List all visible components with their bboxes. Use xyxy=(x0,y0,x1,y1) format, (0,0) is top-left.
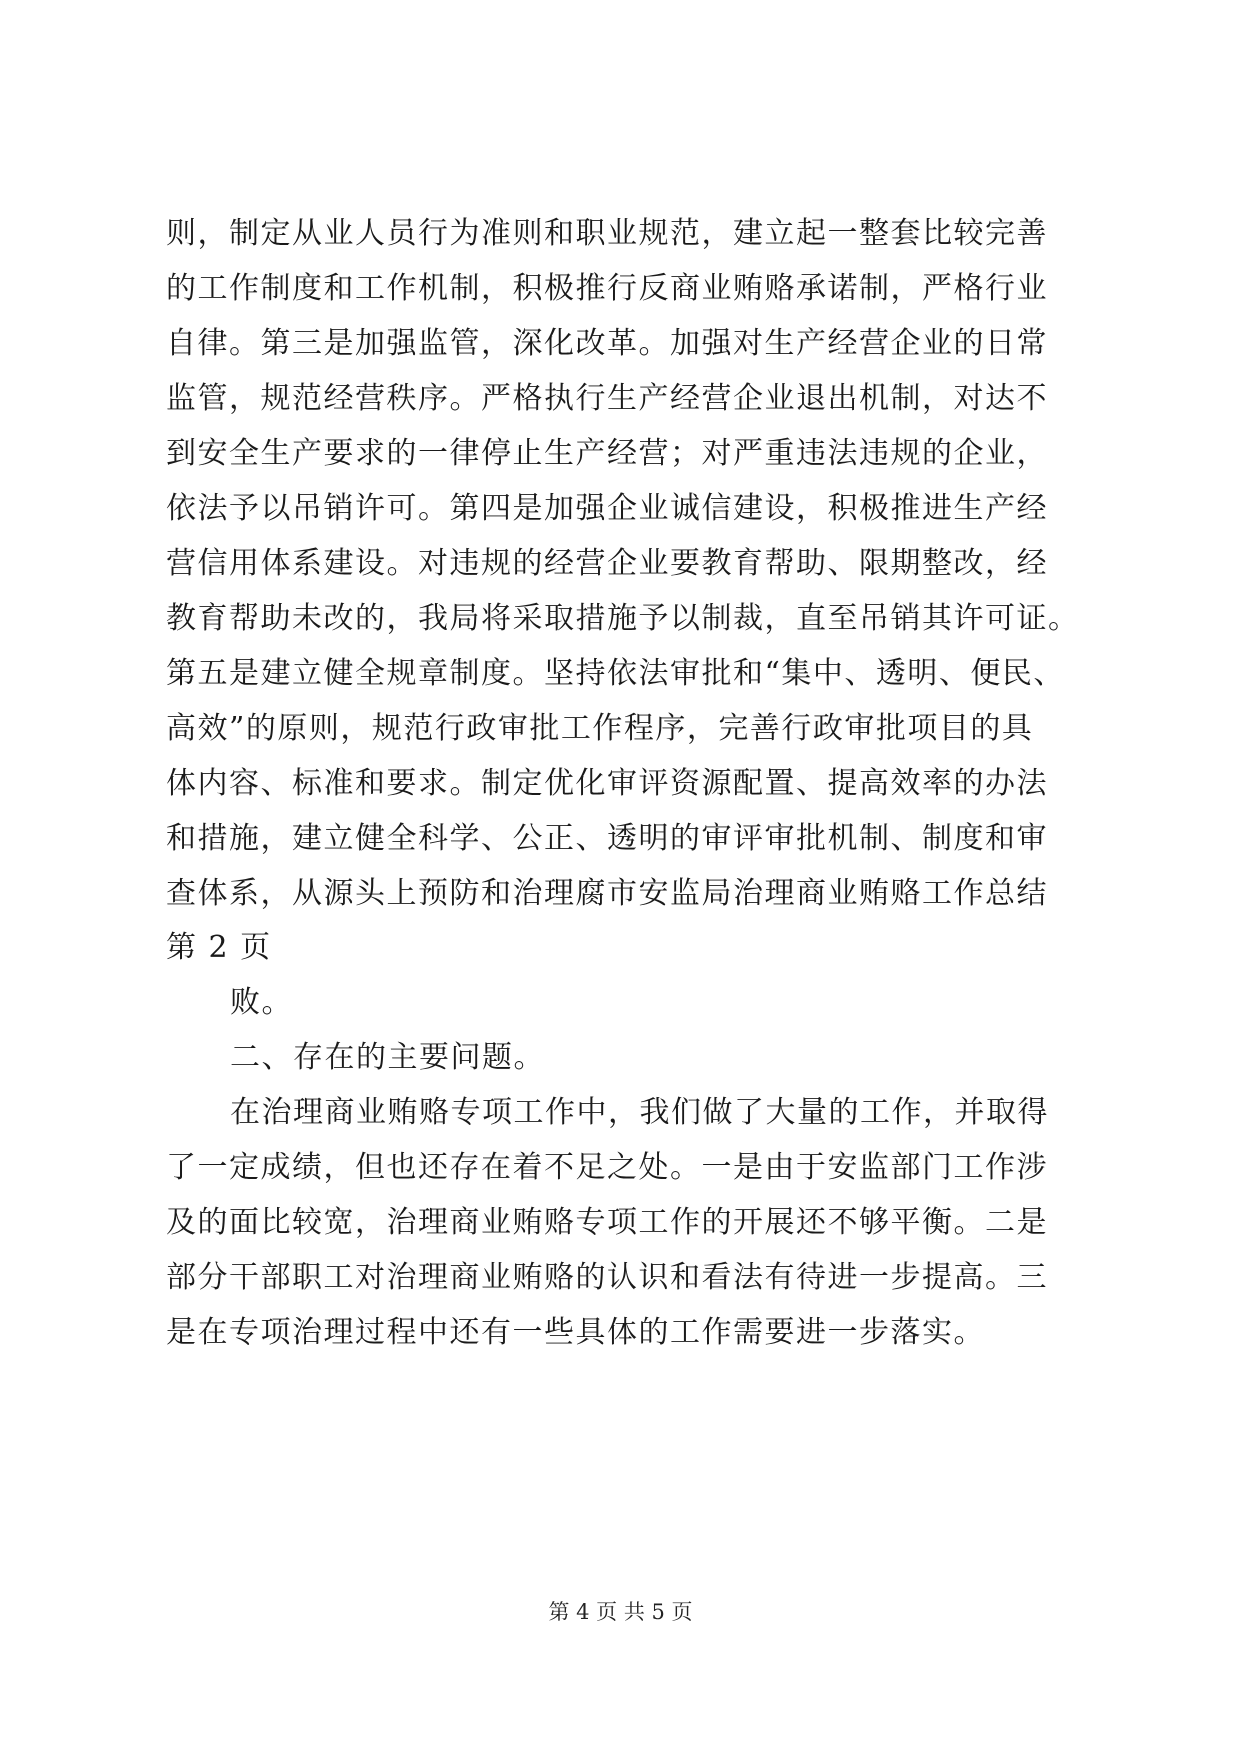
body-line: 败。 xyxy=(230,985,293,1020)
section-heading: 二、存在的主要问题。 xyxy=(230,1040,545,1075)
body-line: 依法予以吊销许可。第四是加强企业诚信建设，积极推进生产经 xyxy=(166,491,1048,526)
body-line: 则，制定从业人员行为准则和职业规范，建立起一整套比较完善 xyxy=(166,216,1048,251)
body-line: 体内容、标准和要求。制定优化审评资源配置、提高效率的办法 xyxy=(166,766,1048,801)
body-line: 自律。第三是加强监管，深化改革。加强对生产经营企业的日常 xyxy=(166,326,1048,361)
body-line: 是在专项治理过程中还有一些具体的工作需要进一步落实。 xyxy=(166,1315,985,1350)
body-line: 查体系，从源头上预防和治理腐市安监局治理商业贿赂工作总结 xyxy=(166,876,1048,911)
body-line: 到安全生产要求的一律停止生产经营；对严重违法违规的企业， xyxy=(166,436,1048,471)
body-line: 第五是建立健全规章制度。坚持依法审批和“集中、透明、便民、 xyxy=(166,656,1065,691)
body-line: 及的面比较宽，治理商业贿赂专项工作的开展还不够平衡。二是 xyxy=(166,1205,1048,1240)
body-line: 和措施，建立健全科学、公正、透明的审评审批机制、制度和审 xyxy=(166,821,1048,856)
body-line: 部分干部职工对治理商业贿赂的认识和看法有待进一步提高。三 xyxy=(166,1260,1048,1295)
page-marker: 第 2 页 xyxy=(166,930,272,965)
paragraph-first-line: 在治理商业贿赂专项工作中，我们做了大量的工作，并取得 xyxy=(230,1095,1049,1130)
body-line: 教育帮助未改的，我局将采取措施予以制裁，直至吊销其许可证。 xyxy=(166,601,1080,636)
body-line: 了一定成绩，但也还存在着不足之处。一是由于安监部门工作涉 xyxy=(166,1150,1048,1185)
body-line: 监管，规范经营秩序。严格执行生产经营企业退出机制，对达不 xyxy=(166,381,1048,416)
page-footer: 第 4 页 共 5 页 xyxy=(548,1600,693,1624)
body-line: 的工作制度和工作机制，积极推行反商业贿赂承诺制，严格行业 xyxy=(166,271,1048,306)
body-line: 高效”的原则，规范行政审批工作程序，完善行政审批项目的具 xyxy=(166,711,1034,746)
body-line: 营信用体系建设。对违规的经营企业要教育帮助、限期整改，经 xyxy=(166,546,1048,581)
